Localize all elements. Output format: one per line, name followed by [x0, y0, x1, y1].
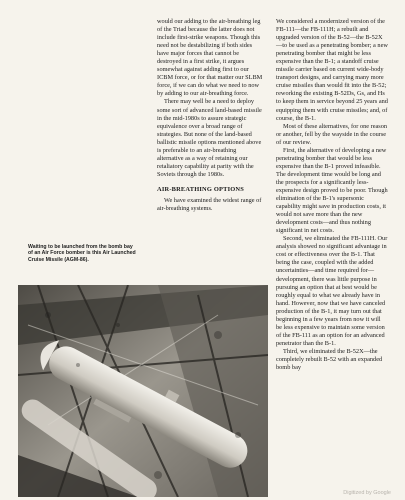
- photo-illustration: [18, 285, 268, 497]
- body-paragraph: would our adding to the air-breathing leg of the Triad because the latter does not include first-strike weapons. Though this need not be destabilizing if both sides have major forces that cannot be destroyed in a first strike, it argues somewhat against adding first to our ICBM force, or for that matter our SLBM force, if we can do what we need to now by adding to our air-breathing force.: [157, 18, 263, 98]
- body-paragraph: We considered a modernized version of the FB-111—the FB-111H; a rebuilt and upgraded version of the B-52—the B-52X—to be used as a penetrating bomber; a new penetrating bomber that might be less expensive than the B-1; a standoff cruise missile carrier based on current wide-body transport designs, and carrying many more cruise missiles than would fit into the B-52; reworking the existing B-52Ds, Gs, and Hs to keep them in service beyond 25 years and equipping them with cruise missiles; and, of course, the B-1.: [276, 18, 388, 122]
- right-text-column: [276, 18, 388, 372]
- middle-text-column: [157, 18, 263, 213]
- section-heading: AIR-BREATHING OPTIONS: [157, 185, 244, 193]
- body-paragraph: First, the alternative of developing a new penetrating bomber that would be less expensive than the B-1 proved infeasible. The development time would be long and the prospects for a significantly less-expensive design proved to be poor. Though elimination of the B-1's supersonic capability might save in production costs, it would not save more than the new development costs—and thus nothing significant in net costs.: [276, 146, 388, 235]
- cruise-missile-photo: [18, 285, 268, 497]
- body-paragraph: There may well be a need to deploy some sort of advanced land-based missile in the mid-1980s to assure strategic equivalence over a broad range of strategies. But none of the land-based ballistic missile options mentioned above is preferable to an air-breathing alternative as a way of retaining our retaliatory capability at parity with the Soviets through the 1980s.: [157, 98, 262, 178]
- photo-caption: Waiting to be launched from the bomb bay of an Air Force bomber is this Air Launched Cruise Missile (AGM-86).: [28, 244, 136, 263]
- body-paragraph: We have examined the widest range of air-breathing systems.: [157, 196, 262, 213]
- digitized-watermark: Digitized by Google: [343, 490, 391, 496]
- body-paragraph: Most of these alternatives, for one reason or another, fell by the wayside in the course of our review.: [276, 122, 388, 146]
- body-paragraph: Second, we eliminated the FB-111H. Our analysis showed no significant advantage in cost or effectiveness over the B-1. That being the case, coupled with the added uncertainties—and time required for—development, there was little purpose in pursuing an option that at best would be roughly equal to what we already have in hand. However, now that we have canceled production of the B-1, it may turn out that beginning in a few years from now it will be less expensive to maintain some version of the FB-111 as an option for an advanced penetrator than the B-1.: [276, 235, 388, 347]
- body-paragraph: Third, we eliminated the B-52X—the completely rebuilt B-52 with an expanded bomb bay: [276, 347, 383, 372]
